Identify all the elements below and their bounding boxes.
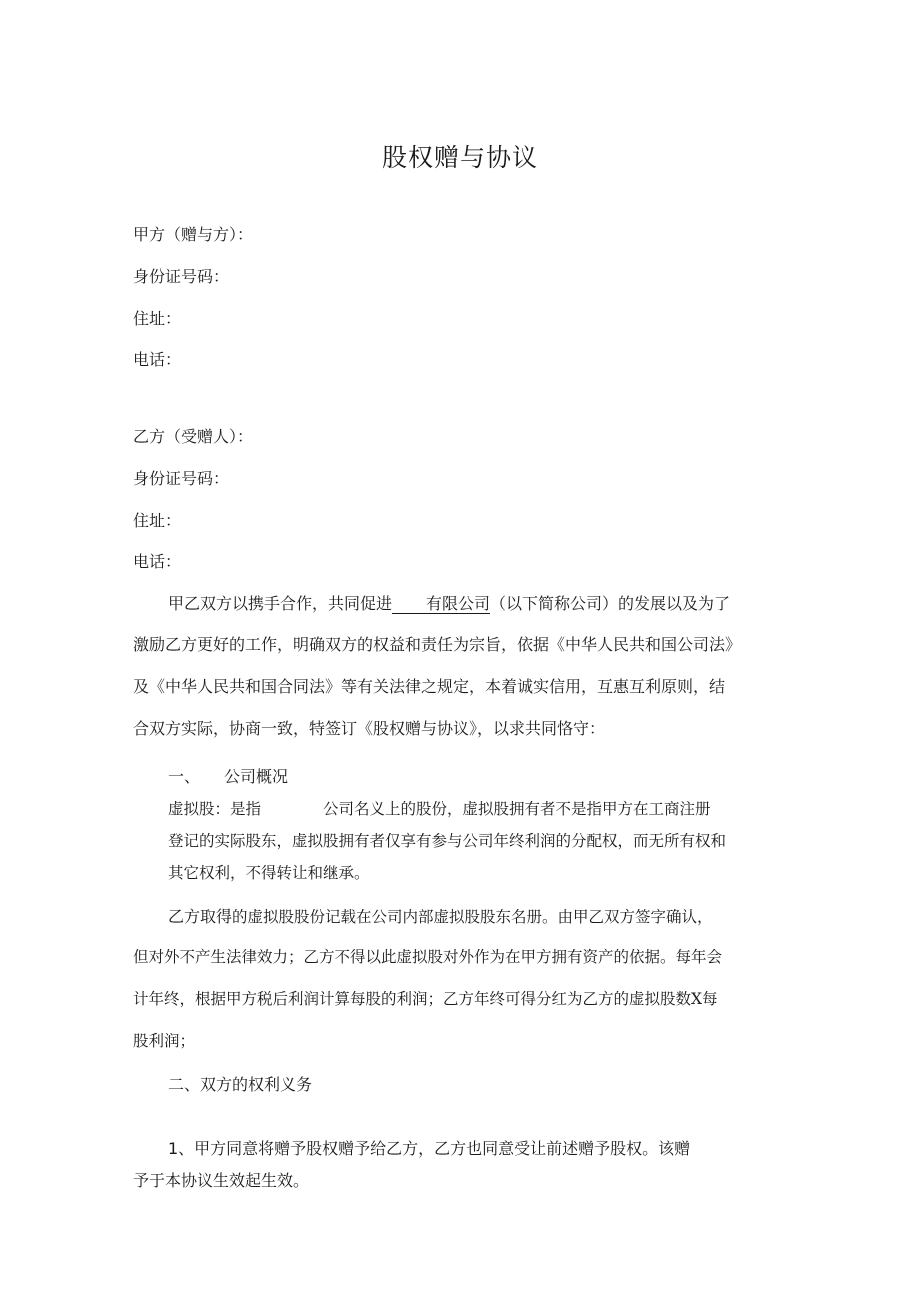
section-1-para-line-2: 但对外不产生法律效力；乙方不得以此虚拟股对外作为在甲方拥有资产的依据。每年会: [133, 948, 723, 966]
virtual-share-def-start: 虚拟股：是指: [168, 800, 262, 818]
intro-line-1: [168, 591, 730, 614]
intro-line-4: 合双方实际，协商一致，特签订《股权赠与协议》，以求共同恪守：: [133, 719, 606, 738]
section-2-item-1-line-2: 予于本协议生效起生效。: [133, 1171, 310, 1190]
party-b-address-label: 住址：: [133, 511, 182, 530]
section-1-para-start: 乙方取得: [168, 907, 233, 926]
company-suffix: 有限公司: [426, 594, 491, 613]
party-a-address-label: 住址：: [133, 309, 182, 328]
section-1-title: 公司概况: [224, 767, 289, 786]
party-b-label: 乙方（受赠人）：: [133, 427, 254, 446]
section-2-heading: 二、双方的权利义务: [168, 1075, 313, 1094]
document-title: 股权赠与协议: [381, 143, 538, 172]
intro-line-1-end: （以下简称公司）的发展以及为了: [490, 594, 731, 613]
intro-line-2: 激励乙方更好的工作，明确双方的权益和责任为宗旨，依据《中华人民共和国公司法》: [133, 635, 742, 654]
company-name-blank: [392, 595, 490, 614]
virtual-share-def-rest: 公司名义上的股份，虚拟股拥有者不是指甲方在工商注册: [323, 800, 711, 818]
section-1-para-line-1: [168, 904, 713, 927]
party-a-label: 甲方（赠与方）：: [133, 225, 254, 244]
virtual-share-def-line-3: 其它权利，不得转让和继承。: [168, 864, 370, 882]
section-1-number: 一、: [168, 767, 201, 786]
party-a-id-label: 身份证号码：: [133, 267, 230, 286]
party-b-phone-label: 电话：: [133, 552, 182, 571]
virtual-share-def-line-1: [168, 797, 711, 819]
section-1-para-line-4: 股利润；: [133, 1032, 196, 1050]
section-2-item-1-line-1: 1、甲方同意将赠予股权赠予给乙方，乙方也同意受让前述赠予股权。该赠: [168, 1139, 691, 1158]
party-a-phone-label: 电话：: [133, 350, 182, 369]
section-1-para-line-3: 计年终，根据甲方税后利润计算每股的利润；乙方年终可得分红为乙方的虚拟股数X每: [133, 990, 718, 1008]
virtual-share-def-line-2: 登记的实际股东，虚拟股拥有者仅享有参与公司年终利润的分配权，而无所有权和: [168, 832, 727, 850]
section-1-para-rest: 的虚拟股股份记载在公司内部虚拟股股东名册。由甲乙双方签字确认，: [232, 908, 713, 926]
intro-line-3: 及《中华人民共和国合同法》等有关法律之规定，本着诚实信用，互惠互利原则，结: [133, 677, 726, 696]
section-1-heading: [168, 764, 288, 787]
intro-line-1-start: 甲乙双方以携手合作，共同促进: [168, 594, 393, 613]
party-b-id-label: 身份证号码：: [133, 469, 230, 488]
